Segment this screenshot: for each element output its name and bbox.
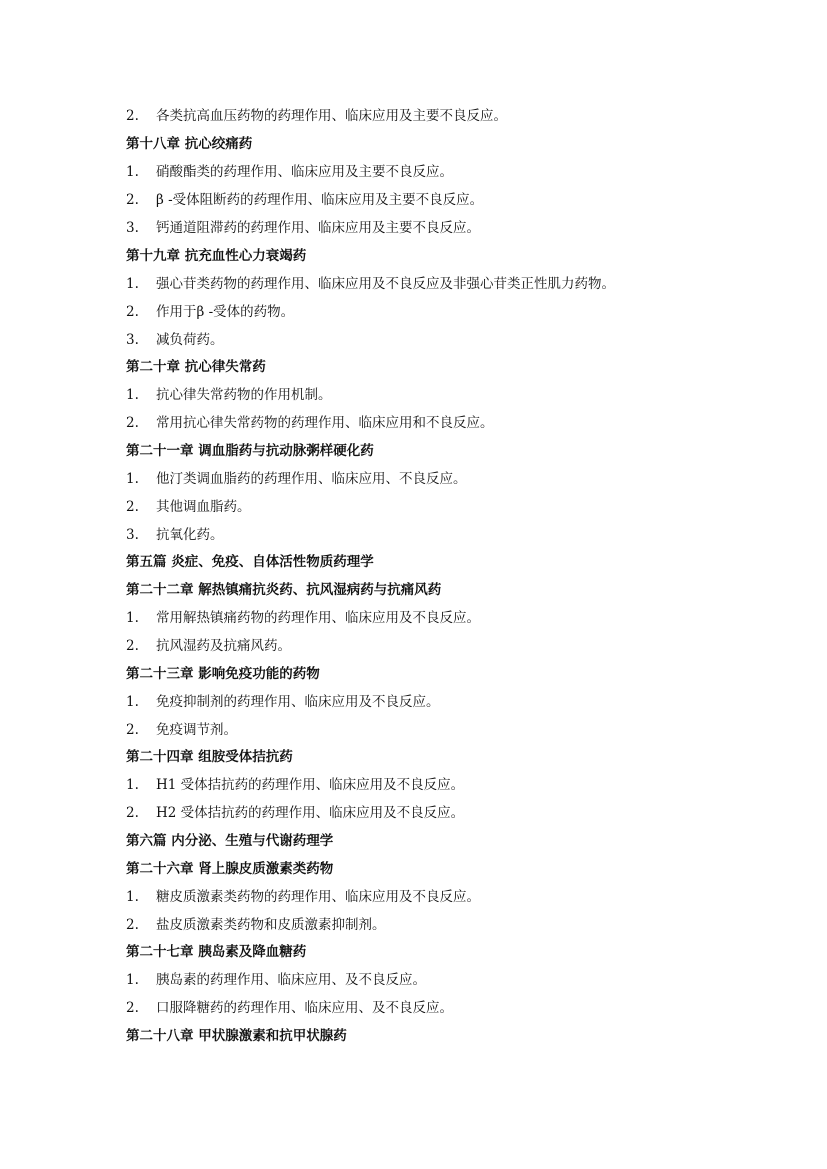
list-item: [126, 915, 386, 935]
list-item-text: 免疫调节剂。: [156, 722, 237, 738]
list-item-text: 各类抗高血压药物的药理作用、临床应用及主要不良反应。: [156, 108, 507, 124]
list-item-number: 2.: [126, 499, 139, 515]
list-item-number: 3.: [126, 220, 139, 236]
list-item-text: 他汀类调血脂药的药理作用、临床应用、不良反应。: [156, 471, 467, 487]
chapter-heading: 第二十三章 影响免疫功能的药物: [126, 666, 320, 682]
list-item-text: β -受体阻断药的药理作用、临床应用及主要不良反应。: [156, 192, 484, 208]
list-item-number: 2.: [126, 722, 139, 738]
list-item-number: 2.: [126, 192, 139, 208]
list-item: [126, 218, 480, 238]
list-item: [126, 330, 224, 350]
list-item-text: 胰岛素的药理作用、临床应用、及不良反应。: [156, 972, 426, 988]
list-item: [126, 970, 426, 990]
list-item-text: 盐皮质激素类药物和皮质激素抑制剂。: [156, 917, 386, 933]
list-item-number: 1.: [126, 972, 139, 988]
list-item: [126, 998, 453, 1018]
list-item-number: 2.: [126, 415, 139, 431]
list-item-text: 减负荷药。: [156, 332, 224, 348]
list-item: [126, 162, 453, 182]
list-item: [126, 274, 615, 294]
chapter-heading: 第十九章 抗充血性心力衰竭药: [126, 248, 307, 264]
list-item-text: 作用于β -受体的药物。: [156, 304, 295, 320]
list-item-text: H1 受体拮抗药的药理作用、临床应用及不良反应。: [156, 777, 465, 793]
list-item-text: 糖皮质激素类药物的药理作用、临床应用及不良反应。: [156, 889, 480, 905]
list-item: [126, 636, 291, 656]
list-item: [126, 525, 224, 545]
list-item: [126, 469, 467, 489]
chapter-heading: 第二十一章 调血脂药与抗动脉粥样硬化药: [126, 443, 374, 459]
list-item-number: 3.: [126, 332, 139, 348]
list-item-text: H2 受体拮抗药的药理作用、临床应用及不良反应。: [156, 805, 465, 821]
list-item-number: 1.: [126, 387, 139, 403]
list-item-text: 抗风湿药及抗痛风药。: [156, 638, 291, 654]
list-item-text: 钙通道阻滞药的药理作用、临床应用及主要不良反应。: [156, 220, 480, 236]
list-item-number: 1.: [126, 694, 139, 710]
list-item-number: 1.: [126, 164, 139, 180]
list-item-text: 常用解热镇痛药物的药理作用、临床应用及不良反应。: [156, 610, 480, 626]
list-item-number: 1.: [126, 889, 139, 905]
list-item: [126, 720, 237, 740]
list-item-text: 抗氧化药。: [156, 527, 224, 543]
list-item-text: 抗心律失常药物的作用机制。: [156, 387, 332, 403]
list-item-text: 口服降糖药的药理作用、临床应用、及不良反应。: [156, 1000, 453, 1016]
chapter-heading: 第二十八章 甲状腺激素和抗甲状腺药: [126, 1028, 347, 1044]
list-item: [126, 887, 480, 907]
list-item: [126, 608, 480, 628]
list-item: [126, 692, 440, 712]
list-item: [126, 803, 464, 823]
part-heading: 第六篇 内分泌、生殖与代谢药理学: [126, 833, 334, 849]
list-item: [126, 302, 294, 322]
list-item-text: 常用抗心律失常药物的药理作用、临床应用和不良反应。: [156, 415, 494, 431]
chapter-heading: 第十八章 抗心绞痛药: [126, 136, 253, 152]
list-item-text: 硝酸酯类的药理作用、临床应用及主要不良反应。: [156, 164, 453, 180]
part-heading: 第五篇 炎症、免疫、自体活性物质药理学: [126, 554, 374, 570]
chapter-heading: 第二十四章 组胺受体拮抗药: [126, 749, 293, 765]
list-item: [126, 385, 332, 405]
list-item-number: 2.: [126, 917, 139, 933]
chapter-heading: 第二十二章 解热镇痛抗炎药、抗风湿病药与抗痛风药: [126, 582, 442, 598]
list-item-number: 1.: [126, 471, 139, 487]
list-item: [126, 775, 464, 795]
list-item: [126, 413, 494, 433]
list-item-number: 3.: [126, 527, 139, 543]
chapter-heading: 第二十六章 肾上腺皮质激素类药物: [126, 861, 334, 877]
list-item-number: 2.: [126, 304, 139, 320]
chapter-heading: 第二十七章 胰岛素及降血糖药: [126, 944, 307, 960]
list-item-text: 免疫抑制剂的药理作用、临床应用及不良反应。: [156, 694, 440, 710]
list-item-number: 2.: [126, 108, 139, 124]
list-item-number: 1.: [126, 276, 139, 292]
list-item-number: 2.: [126, 805, 139, 821]
list-item-number: 2.: [126, 638, 139, 654]
list-item: [126, 497, 251, 517]
list-item: [126, 190, 483, 210]
list-item-number: 2.: [126, 1000, 139, 1016]
list-item: [126, 106, 507, 126]
list-item-text: 强心苷类药物的药理作用、临床应用及不良反应及非强心苷类正性肌力药物。: [156, 276, 615, 292]
list-item-text: 其他调血脂药。: [156, 499, 251, 515]
list-item-number: 1.: [126, 777, 139, 793]
chapter-heading: 第二十章 抗心律失常药: [126, 359, 266, 375]
list-item-number: 1.: [126, 610, 139, 626]
